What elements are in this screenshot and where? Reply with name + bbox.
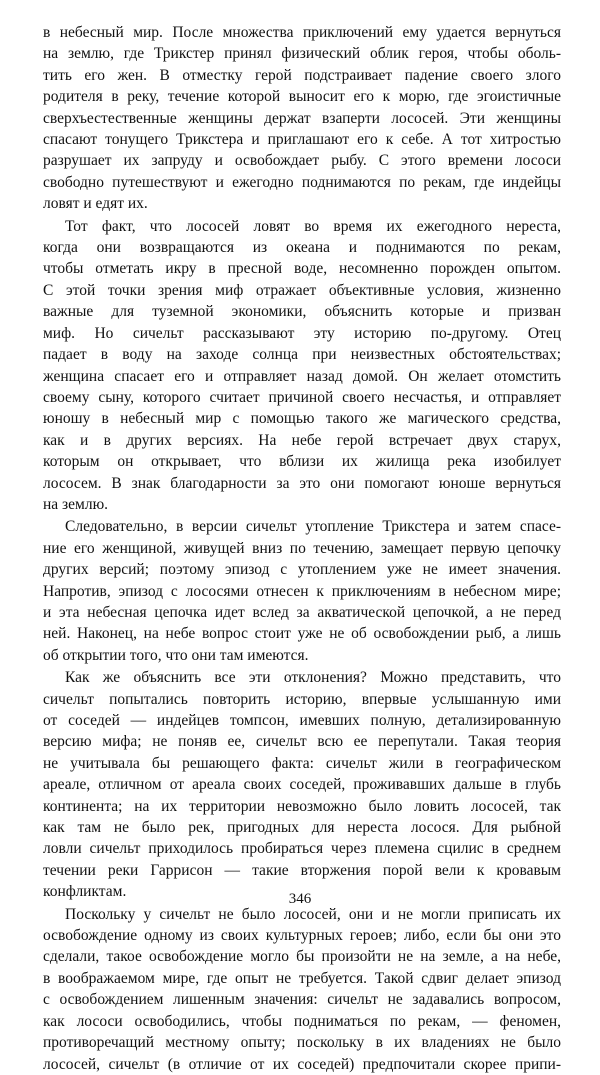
text-line: лососей, сичельт (в отличие от их соседей) предпочитали скорее припи- [43,1055,561,1073]
text-line: от соседей — индейцев томпсон, имевших полную, детализированную [43,712,561,729]
page-number: 346 [288,891,312,907]
text-line: разрушает их запруду и освобождает рыбу. С этого времени лососи [43,152,561,170]
paragraph-3 [43,516,561,666]
text-line: противоречащий местному опыту; поскольку в их владениях не было [43,1034,561,1052]
text-line: тить его жен. В отместку герой подстраивает падение своего злого [43,66,561,84]
text-line: как лососи освободились, чтобы подниматься по рекам, — феномен, [43,1012,561,1030]
text-line: С этой точки зрения миф отражает объективные условия, жизненно [43,281,561,299]
text-line: версию мифа; не поняв ее, сичельт всю ее перепутали. Такая теория [43,733,561,751]
text-line: в воображаемом мире, где опыт не требуется. Такой сдвиг делает эпизод [43,969,561,987]
text-line: не учитывала бы решающего факта: сичельт жили в географическом [43,754,561,772]
text-line: лососем. В знак благодарности за это они помогают юноше вернуться [43,474,561,492]
text-line: Напротив, эпизод с лососями отнесен к приключениям в небесном мире; [43,582,561,600]
text-line: важные для туземной экономики, объяснить которые и призван [43,303,561,321]
text-line: чтобы отметать икру в пресной воде, несомненно порожден опытом. [43,260,561,278]
text-line: как и в других версиях. На небе герой встречает двух старух, [43,431,561,449]
text-line: сичельт попытались повторить историю, впервые услышанную ими [43,690,561,708]
text-line: женщина спасает его и отправляет назад домой. Он желает отомстить [43,367,561,385]
text-line: конфликтам. [43,883,127,901]
paragraph-1 [43,22,561,215]
text-line: родителя в реку, течение которой выносит его к морю, где эгоистичные [43,88,561,106]
text-line: которым он открывает, что вблизи их жилища река изобилует [43,453,561,471]
text-line: миф. Но сичельт рассказывают эту историю по-другому. Отец [43,324,561,342]
text-line: освобождение одному из своих культурных героев; либо, если бы они это [43,927,561,945]
text-line: сделали, такое освобождение могло бы произойти не на земле, а на небе, [43,948,561,966]
text-line: Как же объяснить все эти отклонения? Можно представить, что [65,669,561,687]
text-line: континента; на их территории невозможно было ловить лососей, так [43,797,561,815]
text-line: когда они возвращаются из океана и поднимаются по рекам, [43,239,561,257]
text-line: свободно путешествуют и ежегодно поднимаются по рекам, где индейцы [43,173,561,191]
text-line: об открытии того, что они там имеются. [43,646,309,664]
text-line: в небесный мир. После множества приключений ему удается вернуться [43,24,561,41]
text-line: Следовательно, в версии сичельт утопление Трикстера и затем спасе- [65,518,561,536]
text-line: Поскольку у сичельт не было лососей, они и не могли приписать их [65,905,561,923]
text-line: с освобождением лишенным значения: сичельт не задавались вопросом, [43,991,561,1009]
text-line: ней. Наконец, на небе вопрос стоит уже не об освобождении рыб, а лишь [43,625,561,643]
paragraph-4 [43,667,561,902]
text-line: ловят и едят их. [43,195,148,213]
text-line: на землю. [43,495,109,513]
text-line: течении реки Гаррисон — такие вторжения порой вели к кровавым [43,861,561,879]
text-line: спасают тонущего Трикстера и приглашают его к себе. А тот хитростью [43,131,561,149]
text-line: и эта небесная цепочка идет вслед за акватической цепочкой, а не перед [43,603,561,621]
text-line: как там не было рек, пригодных для нереста лосося. Для рыбной [43,819,561,837]
text-line: сверхъестественные женщины держат взаперти лососей. Эти женщины [43,109,561,127]
text-line: ловли сичельт приходилось пробираться через племена сцилис в среднем [43,840,561,858]
text-line: ние его женщиной, живущей вниз по течению, замещает первую цепочку [43,539,561,557]
text-line: своему сыну, которого считает причиной своего несчастья, и отправляет [43,388,561,406]
text-line: других версий; поэтому эпизод с утоплением уже не имеет значения. [43,561,561,579]
paragraph-5 [43,904,561,1075]
text-line: ареале, отличном от ареала своих соседей, проживавших дальше в глубь [43,776,561,794]
text-line: на землю, где Трикстер принял физический облик героя, чтобы оболь- [43,45,561,63]
paragraph-2 [43,216,561,516]
text-line: юношу в небесный мир с помощью такого же магического средства, [43,410,561,428]
text-line: падает в воду на заходе солнца при неизвестных обстоятельствах; [43,346,561,364]
book-page [43,22,561,1075]
text-line: Тот факт, что лососей ловят во время их ежегодного нереста, [65,217,561,235]
